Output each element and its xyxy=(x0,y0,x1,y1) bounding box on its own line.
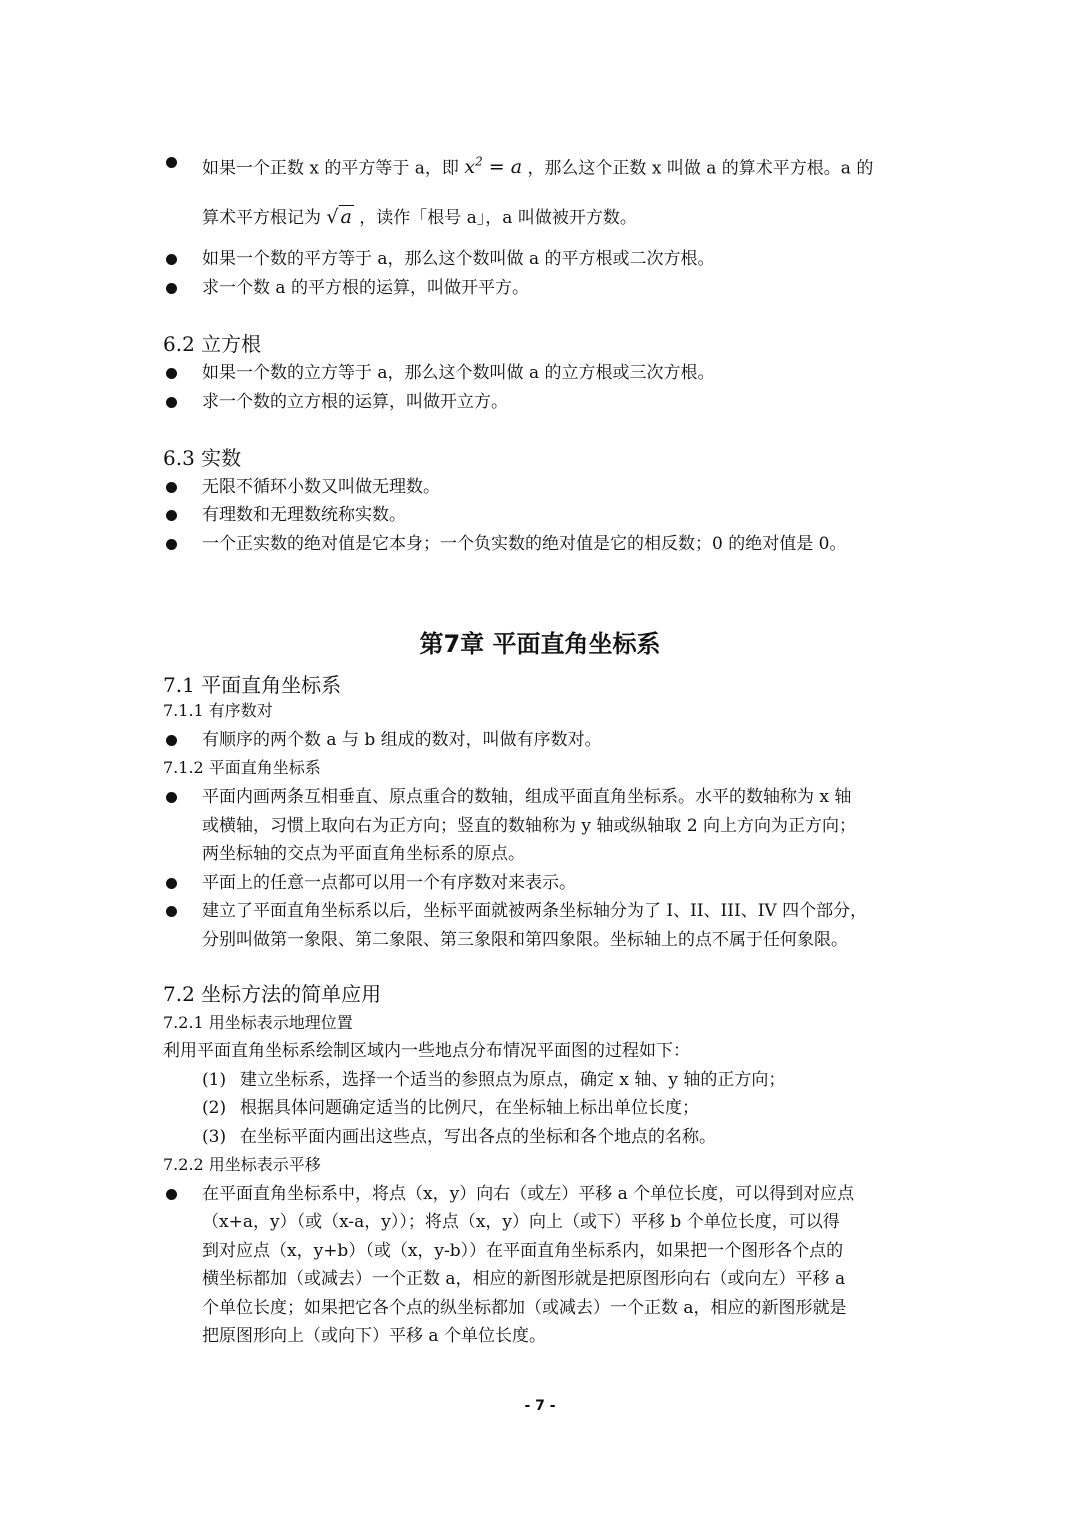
bullet-icon xyxy=(166,792,177,803)
math-var: x xyxy=(464,156,476,179)
section-heading-7-1: 7.1 平面直角坐标系 xyxy=(163,673,342,697)
step-text: 根据具体问题确定适当的比例尺，在坐标轴上标出单位长度； xyxy=(240,1098,699,1118)
bullet-icon xyxy=(166,482,177,493)
step-text: 建立坐标系，选择一个适当的参照点为原点，确定 x 轴、y 轴的正方向； xyxy=(240,1070,786,1090)
bullet-text: 如果一个数的平方等于 a，那么这个数叫做 a 的平方根或二次方根。 xyxy=(202,249,715,269)
subsection-heading-7-2-2: 7.2.2 用坐标表示平移 xyxy=(163,1155,321,1174)
sqrt-expression xyxy=(326,206,353,228)
step-text: 在坐标平面内画出这些点，写出各点的坐标和各个地点的名称。 xyxy=(240,1127,716,1147)
bullet-text: 如果一个数的立方等于 a，那么这个数叫做 a 的立方根或三次方根。 xyxy=(202,363,715,383)
step-number: (2) xyxy=(202,1098,227,1118)
math-var: a xyxy=(510,156,523,179)
math-exponent: 2 xyxy=(475,155,483,169)
bullet-icon xyxy=(166,157,177,168)
section-heading-6-3: 6.3 实数 xyxy=(163,446,242,470)
bullet-icon xyxy=(166,906,177,917)
sqrt-symbol: √ xyxy=(326,206,339,228)
bullet-icon xyxy=(166,283,177,294)
bullet-text: 无限不循环小数又叫做无理数。 xyxy=(202,477,440,497)
bullet-text: 建立了平面直角坐标系以后，坐标平面就被两条坐标轴分为了 I、II、III、IV 四个部分， xyxy=(202,901,868,921)
bullet-text: 有顺序的两个数 a 与 b 组成的数对，叫做有序数对。 xyxy=(202,730,602,750)
subsection-heading-7-1-2: 7.1.2 平面直角坐标系 xyxy=(163,758,321,777)
bullet-icon xyxy=(166,878,177,889)
bullet-text: 求一个数 a 的平方根的运算，叫做开平方。 xyxy=(202,278,529,298)
bullet-icon xyxy=(166,254,177,265)
bullet-icon xyxy=(166,539,177,550)
bullet-text: 个单位长度；如果把它各个点的纵坐标都加（或减去）一个正数 a，相应的新图形就是 xyxy=(202,1298,847,1318)
text-span: 如果一个正数 x 的平方等于 a，即 xyxy=(202,158,459,179)
text-span: ，读作「根号 a」，a 叫做被开方数。 xyxy=(359,208,637,228)
sqrt-radicand: a xyxy=(340,206,352,228)
chapter-title: 第7章 平面直角坐标系 xyxy=(419,630,661,658)
bullet-icon xyxy=(166,735,177,746)
text-span: ，那么这个正数 x 叫做 a 的算术平方根。a 的 xyxy=(527,158,874,179)
bullet-text: 一个正实数的绝对值是它本身；一个负实数的绝对值是它的相反数；0 的绝对值是 0。 xyxy=(202,534,847,554)
page-number: - 7 - xyxy=(524,1398,556,1414)
bullet-text: 横坐标都加（或减去）一个正数 a，相应的新图形就是把原图形向右（或向左）平移 a xyxy=(202,1269,846,1289)
step-number: (3) xyxy=(202,1127,227,1147)
bullet-text: 在平面直角坐标系中，将点（x，y）向右（或左）平移 a 个单位长度，可以得到对应点 xyxy=(202,1184,855,1204)
bullet-text: （x+a，y）（或（x-a，y））；将点（x，y）向上（或下）平移 b 个单位长度，可以得 xyxy=(202,1212,840,1232)
bullet-icon xyxy=(166,397,177,408)
paragraph-text: 利用平面直角坐标系绘制区域内一些地点分布情况平面图的过程如下： xyxy=(163,1041,690,1061)
bullet-text: 把原图形向上（或向下）平移 a 个单位长度。 xyxy=(202,1326,546,1346)
section-heading-7-2: 7.2 坐标方法的简单应用 xyxy=(163,982,382,1006)
section-heading-6-2: 6.2 立方根 xyxy=(163,332,262,356)
subsection-heading-7-2-1: 7.2.1 用坐标表示地理位置 xyxy=(163,1013,353,1032)
text-span: 算术平方根记为 xyxy=(202,208,321,228)
bullet-text: 两坐标轴的交点为平面直角坐标系的原点。 xyxy=(202,844,525,864)
math-equals: = xyxy=(482,156,511,179)
bullet-text: 有理数和无理数统称实数。 xyxy=(202,505,406,525)
bullet-icon xyxy=(166,368,177,379)
bullet-text: 分别叫做第一象限、第二象限、第三象限和第四象限。坐标轴上的点不属于任何象限。 xyxy=(202,930,848,950)
math-x xyxy=(464,156,522,178)
bullet-text: 平面上的任意一点都可以用一个有序数对来表示。 xyxy=(202,873,576,893)
bullet-icon xyxy=(166,510,177,521)
bullet-text: 到对应点（x，y+b）（或（x，y-b））在平面直角坐标系内，如果把一个图形各个点的 xyxy=(202,1241,844,1261)
bullet-text: 或横轴，习惯上取向右为正方向；竖直的数轴称为 y 轴或纵轴取 2 向上方向为正方向； xyxy=(202,816,857,836)
bullet-icon xyxy=(166,1189,177,1200)
subsection-heading-7-1-1: 7.1.1 有序数对 xyxy=(163,701,273,720)
sqrt-definition-line2 xyxy=(202,206,637,229)
sqrt-definition-line1 xyxy=(202,151,873,179)
step-number: (1) xyxy=(202,1070,227,1090)
bullet-text: 求一个数的立方根的运算，叫做开立方。 xyxy=(202,392,508,412)
bullet-text: 平面内画两条互相垂直、原点重合的数轴，组成平面直角坐标系。水平的数轴称为 x 轴 xyxy=(202,787,852,807)
